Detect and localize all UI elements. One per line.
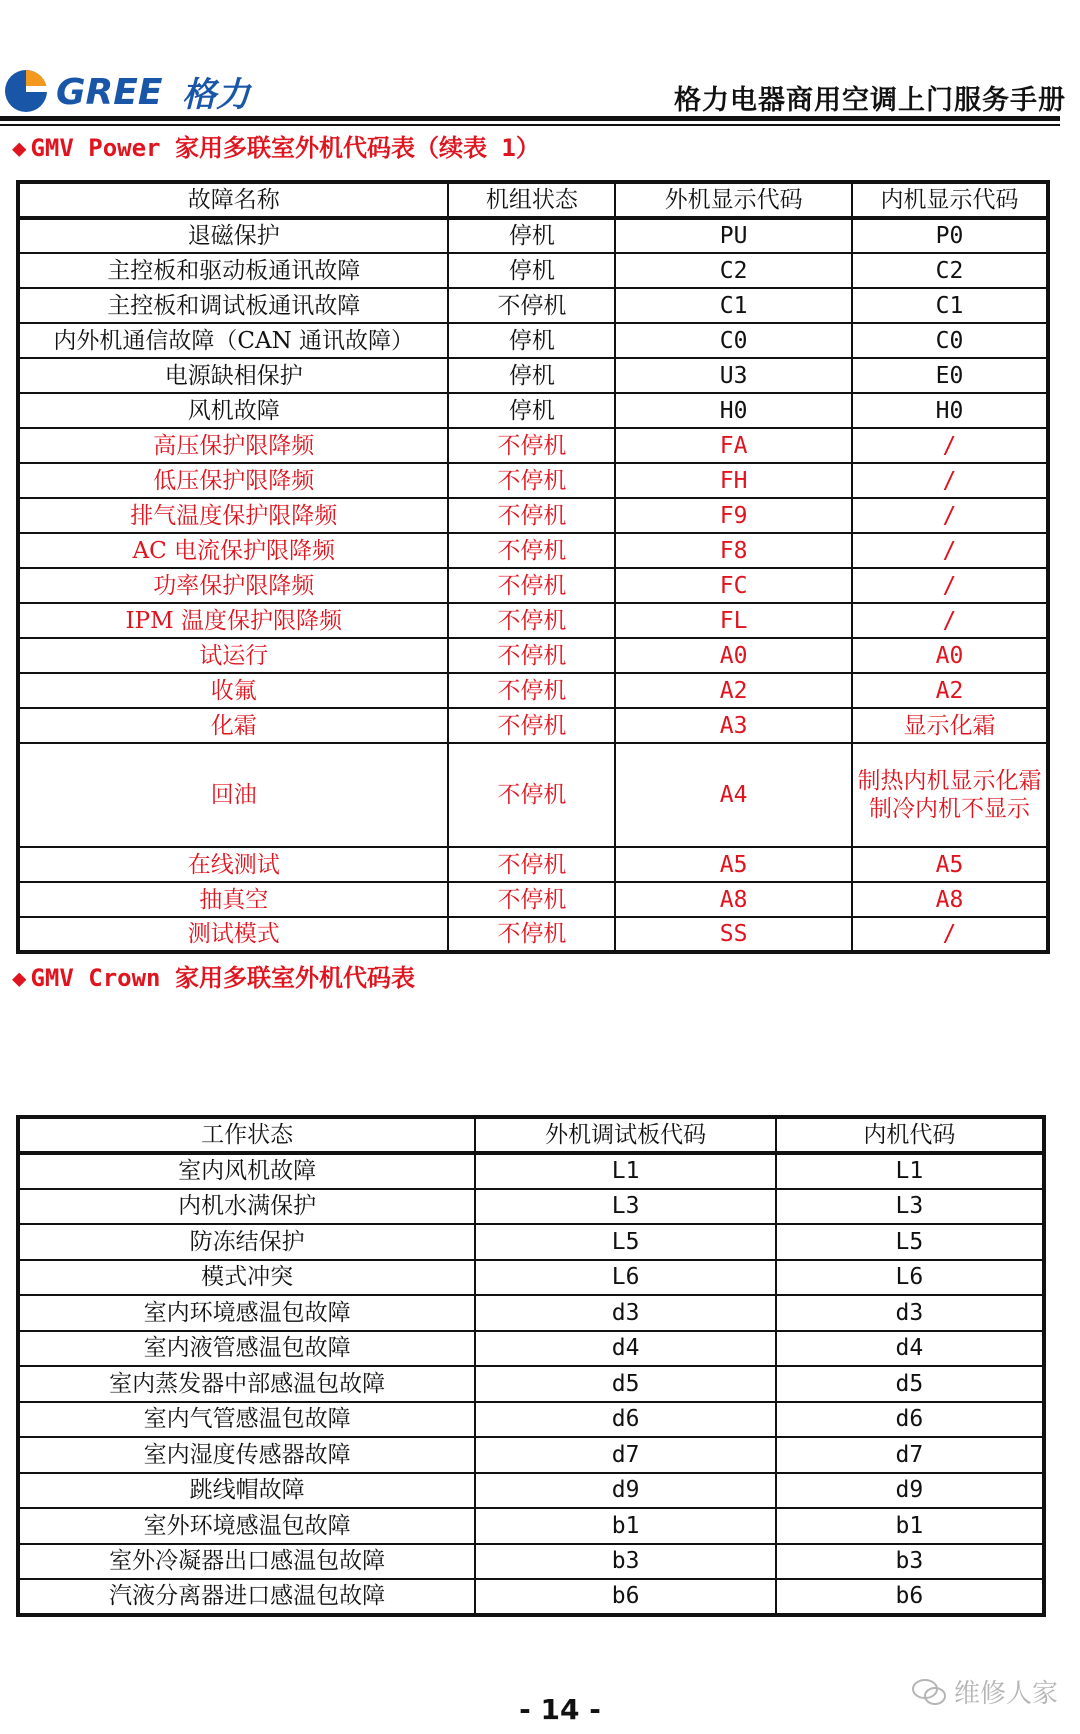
work-state: 室内蒸发器中部感温包故障 bbox=[18, 1366, 475, 1402]
table-row bbox=[18, 1402, 1044, 1438]
outdoor-code: FA bbox=[615, 428, 852, 463]
indoor-code: A8 bbox=[852, 882, 1048, 917]
unit-status: 不停机 bbox=[448, 568, 615, 603]
outdoor-code: H0 bbox=[615, 393, 852, 428]
table-row bbox=[18, 1260, 1044, 1296]
svg-text:格力: 格力 bbox=[182, 75, 250, 115]
table-row bbox=[18, 1189, 1044, 1225]
column-header: 机组状态 bbox=[448, 182, 615, 218]
table-row bbox=[18, 1153, 1044, 1189]
table-row bbox=[18, 917, 1048, 952]
board-code: b3 bbox=[475, 1544, 775, 1580]
header-rule-thin bbox=[0, 124, 1060, 126]
fault-name: 内外机通信故障（CAN 通讯故障） bbox=[18, 323, 448, 358]
unit-status: 不停机 bbox=[448, 708, 615, 743]
outdoor-code: C1 bbox=[615, 288, 852, 323]
indoor-code: b6 bbox=[776, 1579, 1044, 1615]
indoor-code: d7 bbox=[776, 1437, 1044, 1473]
indoor-code: b1 bbox=[776, 1508, 1044, 1544]
indoor-code: d4 bbox=[776, 1331, 1044, 1367]
table-row bbox=[18, 708, 1048, 743]
outdoor-code: A2 bbox=[615, 673, 852, 708]
unit-status: 不停机 bbox=[448, 673, 615, 708]
table-row bbox=[18, 673, 1048, 708]
indoor-code: / bbox=[852, 463, 1048, 498]
outdoor-code: PU bbox=[615, 218, 852, 253]
unit-status: 停机 bbox=[448, 323, 615, 358]
indoor-code: / bbox=[852, 603, 1048, 638]
board-code: b1 bbox=[475, 1508, 775, 1544]
unit-status: 停机 bbox=[448, 358, 615, 393]
board-code: L5 bbox=[475, 1224, 775, 1260]
board-code: d4 bbox=[475, 1331, 775, 1367]
table-header-row bbox=[18, 182, 1048, 218]
indoor-code: / bbox=[852, 428, 1048, 463]
indoor-code: 显示化霜 bbox=[852, 708, 1048, 743]
table-row bbox=[18, 323, 1048, 358]
board-code: d6 bbox=[475, 1402, 775, 1438]
unit-status: 不停机 bbox=[448, 603, 615, 638]
outdoor-code: FC bbox=[615, 568, 852, 603]
table-row bbox=[18, 882, 1048, 917]
fault-name: 电源缺相保护 bbox=[18, 358, 448, 393]
outdoor-code: A0 bbox=[615, 638, 852, 673]
page-header bbox=[0, 60, 1080, 122]
fault-name: 收氟 bbox=[18, 673, 448, 708]
wechat-icon bbox=[912, 1678, 946, 1706]
column-header: 内机显示代码 bbox=[852, 182, 1048, 218]
diamond-bullet-icon: ◆ bbox=[12, 964, 27, 992]
indoor-code: C2 bbox=[852, 253, 1048, 288]
indoor-code: E0 bbox=[852, 358, 1048, 393]
fault-name: 低压保护限降频 bbox=[18, 463, 448, 498]
board-code: L1 bbox=[475, 1153, 775, 1189]
indoor-code: / bbox=[852, 533, 1048, 568]
indoor-code: 制热内机显示化霜 制冷内机不显示 bbox=[852, 743, 1048, 847]
unit-status: 不停机 bbox=[448, 463, 615, 498]
table-header-row bbox=[18, 1117, 1044, 1153]
fault-name: 回油 bbox=[18, 743, 448, 847]
unit-status: 不停机 bbox=[448, 533, 615, 568]
fault-name: 化霜 bbox=[18, 708, 448, 743]
diamond-bullet-icon: ◆ bbox=[12, 134, 27, 162]
fault-name: 测试模式 bbox=[18, 917, 448, 952]
gmv-crown-code-table bbox=[16, 1115, 1046, 1617]
indoor-code: L1 bbox=[776, 1153, 1044, 1189]
unit-status: 停机 bbox=[448, 393, 615, 428]
unit-status: 不停机 bbox=[448, 847, 615, 882]
table-row bbox=[18, 1366, 1044, 1402]
fault-name: 主控板和驱动板通讯故障 bbox=[18, 253, 448, 288]
indoor-code: P0 bbox=[852, 218, 1048, 253]
outdoor-code: A8 bbox=[615, 882, 852, 917]
fault-name: 抽真空 bbox=[18, 882, 448, 917]
indoor-code: A5 bbox=[852, 847, 1048, 882]
table-row bbox=[18, 1224, 1044, 1260]
outdoor-code: A3 bbox=[615, 708, 852, 743]
work-state: 室外环境感温包故障 bbox=[18, 1508, 475, 1544]
board-code: d7 bbox=[475, 1437, 775, 1473]
table-row bbox=[18, 1331, 1044, 1367]
unit-status: 不停机 bbox=[448, 288, 615, 323]
work-state: 室内液管感温包故障 bbox=[18, 1331, 475, 1367]
column-header: 外机显示代码 bbox=[615, 182, 852, 218]
table-row bbox=[18, 288, 1048, 323]
table-row bbox=[18, 253, 1048, 288]
fault-name: 排气温度保护限降频 bbox=[18, 498, 448, 533]
indoor-code: H0 bbox=[852, 393, 1048, 428]
indoor-code: / bbox=[852, 568, 1048, 603]
table-row bbox=[18, 638, 1048, 673]
outdoor-code: A4 bbox=[615, 743, 852, 847]
outdoor-code: U3 bbox=[615, 358, 852, 393]
indoor-code: / bbox=[852, 498, 1048, 533]
fault-name: IPM 温度保护限降频 bbox=[18, 603, 448, 638]
indoor-code: d9 bbox=[776, 1473, 1044, 1509]
indoor-code: / bbox=[852, 917, 1048, 952]
unit-status: 不停机 bbox=[448, 882, 615, 917]
section-title-gmv-crown: ◆ GMV Crown 家用多联室外机代码表 bbox=[12, 964, 415, 992]
indoor-code: C1 bbox=[852, 288, 1048, 323]
outdoor-code: C0 bbox=[615, 323, 852, 358]
indoor-code: A2 bbox=[852, 673, 1048, 708]
indoor-code: d3 bbox=[776, 1295, 1044, 1331]
table-row bbox=[18, 428, 1048, 463]
section-title-gmv-power: ◆ GMV Power 家用多联室外机代码表（续表 1） bbox=[12, 134, 540, 162]
unit-status: 不停机 bbox=[448, 638, 615, 673]
table-row bbox=[18, 603, 1048, 638]
watermark: 维修人家 bbox=[912, 1673, 1058, 1710]
table-row bbox=[18, 1473, 1044, 1509]
outdoor-code: C2 bbox=[615, 253, 852, 288]
work-state: 跳线帽故障 bbox=[18, 1473, 475, 1509]
outdoor-code: F8 bbox=[615, 533, 852, 568]
table-row bbox=[18, 1544, 1044, 1580]
column-header: 外机调试板代码 bbox=[475, 1117, 775, 1153]
unit-status: 不停机 bbox=[448, 498, 615, 533]
fault-name: 功率保护限降频 bbox=[18, 568, 448, 603]
outdoor-code: A5 bbox=[615, 847, 852, 882]
gmv-power-code-table bbox=[16, 180, 1050, 954]
gree-logo-icon bbox=[2, 66, 322, 116]
board-code: d9 bbox=[475, 1473, 775, 1509]
table-row bbox=[18, 463, 1048, 498]
work-state: 室内风机故障 bbox=[18, 1153, 475, 1189]
outdoor-code: SS bbox=[615, 917, 852, 952]
column-header: 故障名称 bbox=[18, 182, 448, 218]
work-state: 室内湿度传感器故障 bbox=[18, 1437, 475, 1473]
table-row bbox=[18, 358, 1048, 393]
unit-status: 不停机 bbox=[448, 743, 615, 847]
indoor-code: d6 bbox=[776, 1402, 1044, 1438]
table-row bbox=[18, 743, 1048, 847]
column-header: 工作状态 bbox=[18, 1117, 475, 1153]
indoor-code: L3 bbox=[776, 1189, 1044, 1225]
fault-name: AC 电流保护限降频 bbox=[18, 533, 448, 568]
table-row bbox=[18, 393, 1048, 428]
unit-status: 不停机 bbox=[448, 428, 615, 463]
table-row bbox=[18, 498, 1048, 533]
work-state: 内机水满保护 bbox=[18, 1189, 475, 1225]
work-state: 模式冲突 bbox=[18, 1260, 475, 1296]
table-row bbox=[18, 533, 1048, 568]
indoor-code: b3 bbox=[776, 1544, 1044, 1580]
table-row bbox=[18, 1437, 1044, 1473]
table-row bbox=[18, 1579, 1044, 1615]
work-state: 室外冷凝器出口感温包故障 bbox=[18, 1544, 475, 1580]
work-state: 室内环境感温包故障 bbox=[18, 1295, 475, 1331]
header-rule bbox=[0, 116, 1060, 121]
svg-text:GREE: GREE bbox=[56, 72, 163, 113]
fault-name: 高压保护限降频 bbox=[18, 428, 448, 463]
unit-status: 不停机 bbox=[448, 917, 615, 952]
outdoor-code: FH bbox=[615, 463, 852, 498]
table-row bbox=[18, 568, 1048, 603]
fault-name: 在线测试 bbox=[18, 847, 448, 882]
board-code: d3 bbox=[475, 1295, 775, 1331]
fault-name: 风机故障 bbox=[18, 393, 448, 428]
fault-name: 退磁保护 bbox=[18, 218, 448, 253]
outdoor-code: FL bbox=[615, 603, 852, 638]
table-row bbox=[18, 1295, 1044, 1331]
table-row bbox=[18, 218, 1048, 253]
indoor-code: C0 bbox=[852, 323, 1048, 358]
board-code: L3 bbox=[475, 1189, 775, 1225]
fault-name: 主控板和调试板通讯故障 bbox=[18, 288, 448, 323]
indoor-code: d5 bbox=[776, 1366, 1044, 1402]
work-state: 汽液分离器进口感温包故障 bbox=[18, 1579, 475, 1615]
board-code: L6 bbox=[475, 1260, 775, 1296]
indoor-code: L5 bbox=[776, 1224, 1044, 1260]
column-header: 内机代码 bbox=[776, 1117, 1044, 1153]
indoor-code: L6 bbox=[776, 1260, 1044, 1296]
work-state: 防冻结保护 bbox=[18, 1224, 475, 1260]
unit-status: 停机 bbox=[448, 218, 615, 253]
unit-status: 停机 bbox=[448, 253, 615, 288]
work-state: 室内气管感温包故障 bbox=[18, 1402, 475, 1438]
page-number: - 14 - bbox=[519, 1693, 601, 1726]
table-row bbox=[18, 1508, 1044, 1544]
board-code: d5 bbox=[475, 1366, 775, 1402]
manual-title: 格力电器商用空调上门服务手册 bbox=[674, 85, 1066, 116]
table-row bbox=[18, 847, 1048, 882]
indoor-code: A0 bbox=[852, 638, 1048, 673]
outdoor-code: F9 bbox=[615, 498, 852, 533]
fault-name: 试运行 bbox=[18, 638, 448, 673]
board-code: b6 bbox=[475, 1579, 775, 1615]
